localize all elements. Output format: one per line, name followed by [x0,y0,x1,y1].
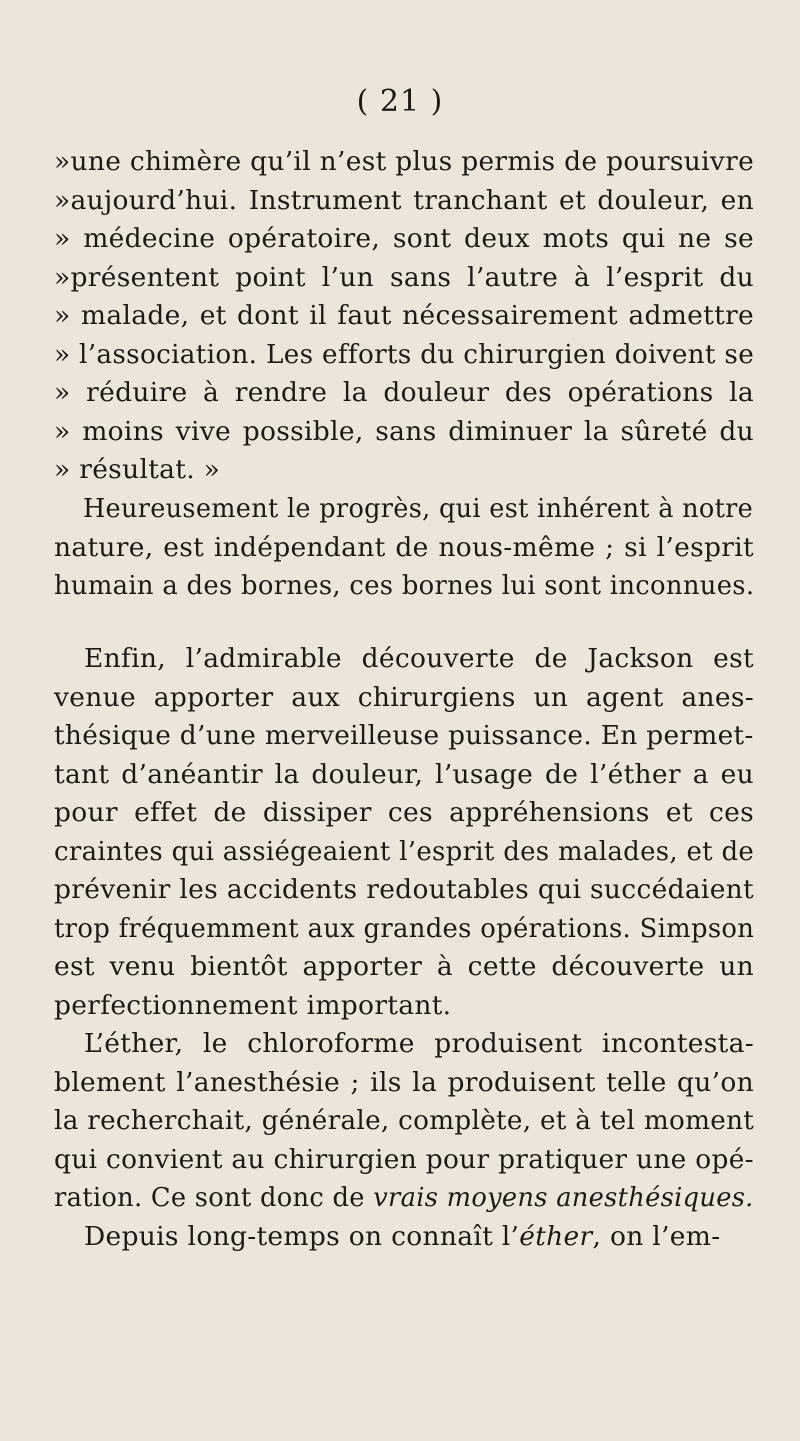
text-line: »une chimère qu’il n’est plus permis de poursuivre [54,146,755,177]
italic-word: éther [519,1220,593,1252]
text-line: trop fréquemment aux grandes opérations. Simpson [54,912,755,944]
page-number: ( 21 ) [356,84,444,119]
text-line: »aujourd’hui. Instrument tranchant et douleur, en [54,184,754,216]
text-line: » moins vive possible, sans diminuer la sûreté du [54,415,755,447]
text-line: thésique d’une merveilleuse puissance. En permet- [54,720,754,751]
text-line: tant d’anéantir la douleur, l’usage de l’éther a eu [54,758,755,790]
text-line: » médecine opératoire, sont deux mots qui ne se [54,223,755,254]
text-line-start: ration. Ce sont donc de [54,1182,374,1213]
text-line: nature, est indépendant de nous-même ; si l’esprit [54,531,754,563]
text-line: » réduire à rendre la douleur des opérations la [54,377,754,408]
paragraph-quote [54,143,754,490]
text-line: venue apporter aux chirurgiens un agent anes- [54,681,755,713]
text-line-start: Depuis long-temps on connaît l’ [84,1220,520,1252]
text-line: est venu bientôt apporter à cette découverte un [54,951,754,982]
italic-phrase: vrais moyens anesthésiques. [373,1182,754,1213]
paragraph-progress [54,490,754,606]
text-line: blement l’anesthésie ; ils la produisent telle qu’on [54,1066,755,1098]
text-line: humain a des bornes, ces bornes lui sont inconnues. [54,570,755,601]
text-line: la recherchait, générale, complète, et à tel moment [54,1105,755,1136]
text-line: »présentent point l’un sans l’autre à l’esprit du [54,261,755,293]
text-line: qui convient au chirurgien pour pratiquer une opé- [54,1143,754,1175]
text-line: prévenir les accidents redoutables qui succédaient [54,874,755,905]
text-line: craintes qui assiégeaient l’esprit des malades, et de [54,835,755,867]
text-line: » l’association. Les efforts du chirurgien doivent se [54,338,755,370]
paragraph-jackson [54,640,754,1025]
text-line: pour effet de dissiper ces appréhensions et ces [54,797,755,828]
text-line: perfectionnement important. [54,989,452,1021]
text-line: » malade, et dont il faut nécessairement admettre [54,300,754,331]
text-line-end: , on l’em- [592,1220,721,1252]
text-line: Enfin, l’admirable découverte de Jackson est [84,643,754,674]
text-line [54,1218,754,1257]
text-line: L’éther, le chloroforme produisent incontesta- [84,1028,754,1059]
paragraph-ether [54,1025,754,1256]
text-line: » résultat. » [54,454,221,485]
text-line [54,1179,754,1218]
text-line: Heureusement le progrès, qui est inhérent à notre [82,493,754,524]
